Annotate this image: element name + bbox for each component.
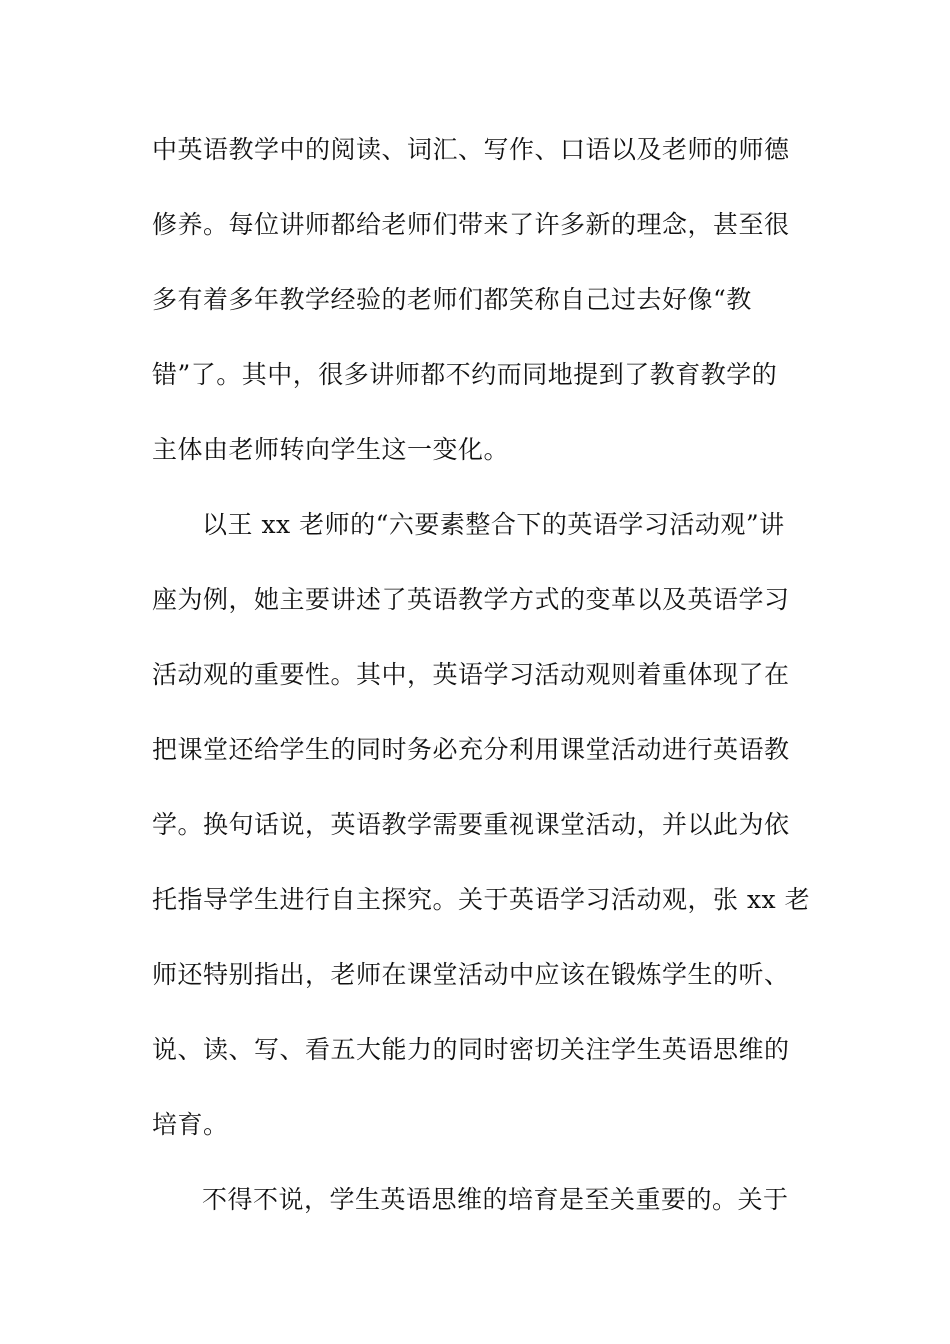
text-line-5: 主体由老师转向学生这一变化。 <box>152 435 510 464</box>
text-line-1: 中英语教学中的阅读、词汇、写作、口语以及老师的师德 <box>152 135 790 164</box>
text-line-3: 多有着多年教学经验的老师们都笑称自己过去好像“教 <box>152 285 752 314</box>
text-line-8: 活动观的重要性。其中，英语学习活动观则着重体现了在 <box>152 660 790 689</box>
paragraph-start-line-15: 不得不说，学生英语思维的培育是至关重要的。关于 <box>202 1185 789 1214</box>
text-line-12: 师还特别指出，老师在课堂活动中应该在锻炼学生的听、 <box>152 960 790 989</box>
paragraph-start-line-6: 以王 xx 老师的“六要素整合下的英语学习活动观”讲 <box>202 510 785 539</box>
text-line-11: 托指导学生进行自主探究。关于英语学习活动观，张 xx 老 <box>152 885 811 914</box>
text-line-10: 学。换句话说，英语教学需要重视课堂活动，并以此为依 <box>152 810 790 839</box>
text-line-13: 说、读、写、看五大能力的同时密切关注学生英语思维的 <box>152 1035 790 1064</box>
text-line-4: 错”了。其中，很多讲师都不约而同地提到了教育教学的 <box>152 360 778 389</box>
text-line-14: 培育。 <box>152 1110 229 1139</box>
text-line-2: 修养。每位讲师都给老师们带来了许多新的理念，甚至很 <box>152 210 790 239</box>
text-line-9: 把课堂还给学生的同时务必充分利用课堂活动进行英语教 <box>152 735 790 764</box>
text-line-7: 座为例，她主要讲述了英语教学方式的变革以及英语学习 <box>152 585 790 614</box>
